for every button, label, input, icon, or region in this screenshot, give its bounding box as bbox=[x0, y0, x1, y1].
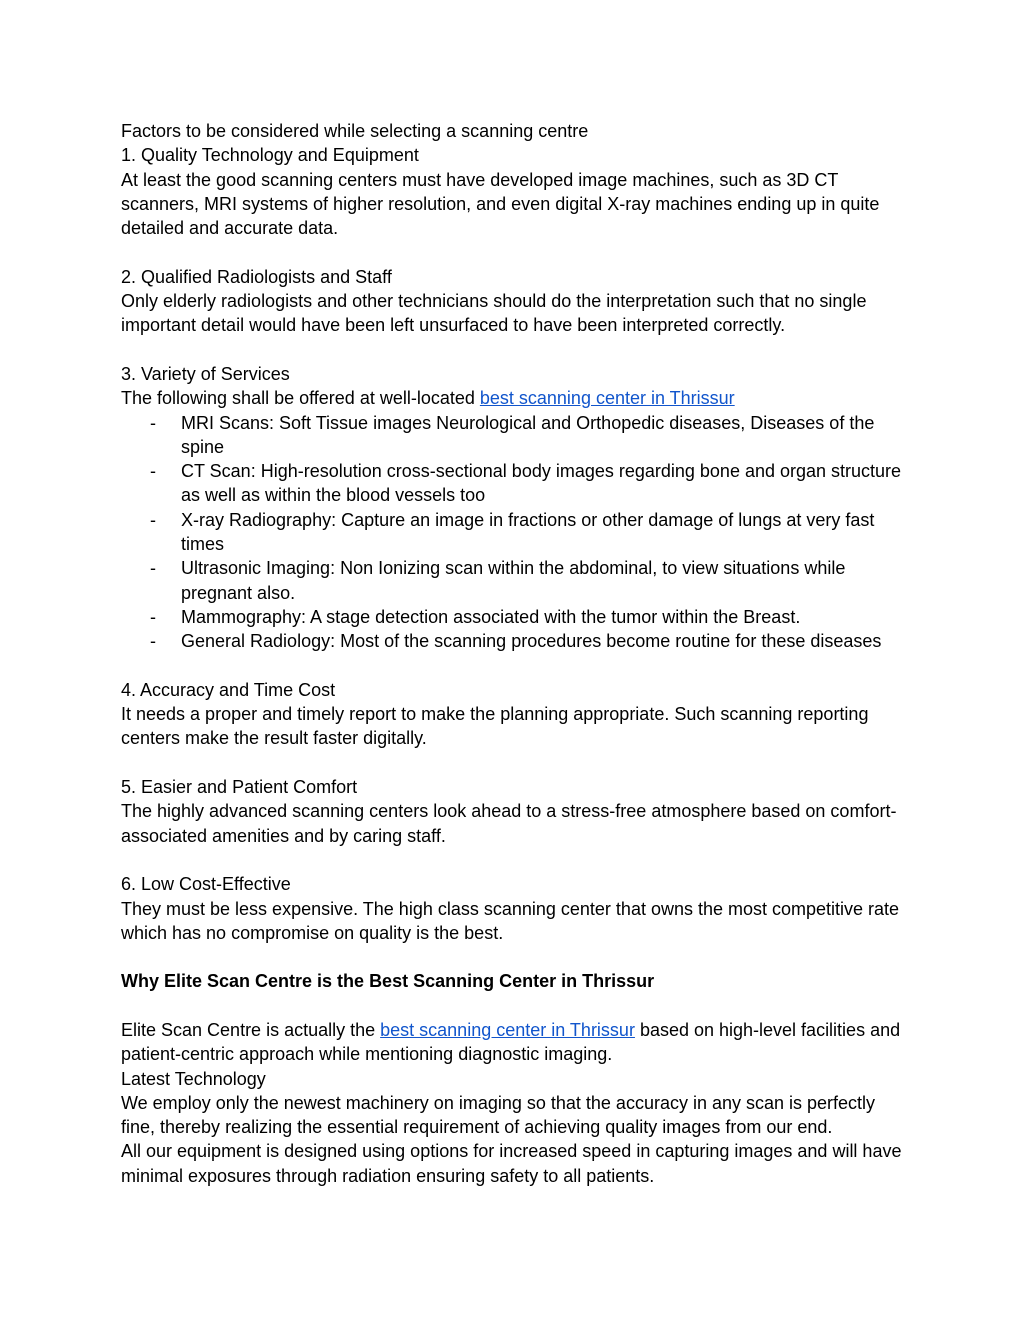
list-item bbox=[121, 605, 911, 629]
list-item-text: CT Scan: High-resolution cross-sectional body images regarding bone and organ structure as well as within the blood vessels too bbox=[181, 461, 902, 506]
why-elite-intro-suffix: based on high-level facilities and patient-centric approach while mentioning diagnostic imaging. bbox=[121, 1019, 901, 1065]
section-6-body: They must be less expensive. The high class scanning center that owns the most competitive rate which has no compromise on quality is the best. bbox=[121, 898, 900, 943]
section-1-heading: 1. Quality Technology and Equipment bbox=[121, 145, 419, 166]
section-4-body: It needs a proper and timely report to make the planning appropriate. Such scanning reporting centers make the result faster digitally. bbox=[121, 704, 869, 749]
latest-technology-subheading: Latest Technology bbox=[121, 1068, 266, 1089]
list-item bbox=[121, 508, 911, 557]
document-intro-title: Factors to be considered while selecting a scanning centre bbox=[121, 121, 589, 141]
list-item-text: Ultrasonic Imaging: Non Ionizing scan within the abdominal, to view situations while pregnant also. bbox=[181, 558, 846, 603]
why-elite-intro-prefix: Elite Scan Centre is actually the bbox=[121, 1019, 381, 1040]
section-3-body-text: The following shall be offered at well-located bbox=[121, 388, 480, 409]
list-dash: - bbox=[150, 558, 156, 579]
list-item-text: X-ray Radiography: Capture an image in fractions or other damage of lungs at very fast times bbox=[181, 509, 875, 555]
list-item bbox=[121, 629, 911, 653]
list-item-text: General Radiology: Most of the scanning procedures become routine for these diseases bbox=[181, 631, 882, 652]
latest-technology-para-1: We employ only the newest machinery on imaging so that the accuracy in any scan is perfectly fine, thereby realizing the essential requirement of achieving quality images from our end. bbox=[121, 1092, 876, 1138]
list-dash: - bbox=[150, 461, 156, 482]
latest-technology-para-2: All our equipment is designed using options for increased speed in capturing images and will have minimal exposures through radiation ensuring safety to all patients. bbox=[121, 1141, 902, 1186]
services-list bbox=[121, 411, 911, 654]
spacer bbox=[121, 848, 911, 872]
document-page bbox=[121, 119, 911, 1188]
section-4-heading: 4. Accuracy and Time Cost bbox=[121, 679, 336, 700]
spacer bbox=[121, 945, 911, 969]
spacer bbox=[121, 751, 911, 775]
spacer bbox=[121, 994, 911, 1018]
spacer bbox=[121, 338, 911, 362]
section-5-body: The highly advanced scanning centers look ahead to a stress-free atmosphere based on comfort-associated amenities and by caring staff. bbox=[121, 801, 897, 846]
list-item-text: Mammography: A stage detection associated with the tumor within the Breast. bbox=[181, 606, 801, 627]
list-dash: - bbox=[150, 631, 156, 652]
list-item bbox=[121, 411, 911, 460]
section-2-body: Only elderly radiologists and other technicians should do the interpretation such that no single important detail would have been left unsurfaced to have been interpreted correctly. bbox=[121, 291, 867, 336]
list-dash: - bbox=[150, 509, 156, 530]
list-item-text: MRI Scans: Soft Tissue images Neurological and Orthopedic diseases, Diseases of the spine bbox=[181, 412, 875, 457]
section-2-heading: 2. Qualified Radiologists and Staff bbox=[121, 266, 392, 287]
section-3-body bbox=[121, 386, 911, 410]
why-elite-intro bbox=[121, 1018, 911, 1067]
list-dash: - bbox=[150, 606, 156, 627]
section-6-heading: 6. Low Cost-Effective bbox=[121, 874, 291, 895]
spacer bbox=[121, 240, 911, 264]
section-1-body: At least the good scanning centers must have developed image machines, such as 3D CT scanners, MRI systems of higher resolution, and even digital X-ray machines ending up in quite detailed and accurate data. bbox=[121, 169, 880, 239]
why-elite-heading: Why Elite Scan Centre is the Best Scanning Center in Thrissur bbox=[121, 971, 655, 992]
best-scanning-center-link-2[interactable]: best scanning center in Thrissur bbox=[380, 1019, 635, 1040]
section-3-heading: 3. Variety of Services bbox=[121, 363, 290, 384]
list-item bbox=[121, 459, 911, 508]
section-5-heading: 5. Easier and Patient Comfort bbox=[121, 777, 358, 798]
best-scanning-center-link[interactable]: best scanning center in Thrissur bbox=[479, 388, 735, 409]
list-item bbox=[121, 556, 911, 605]
list-dash: - bbox=[150, 412, 156, 433]
spacer bbox=[121, 654, 911, 678]
